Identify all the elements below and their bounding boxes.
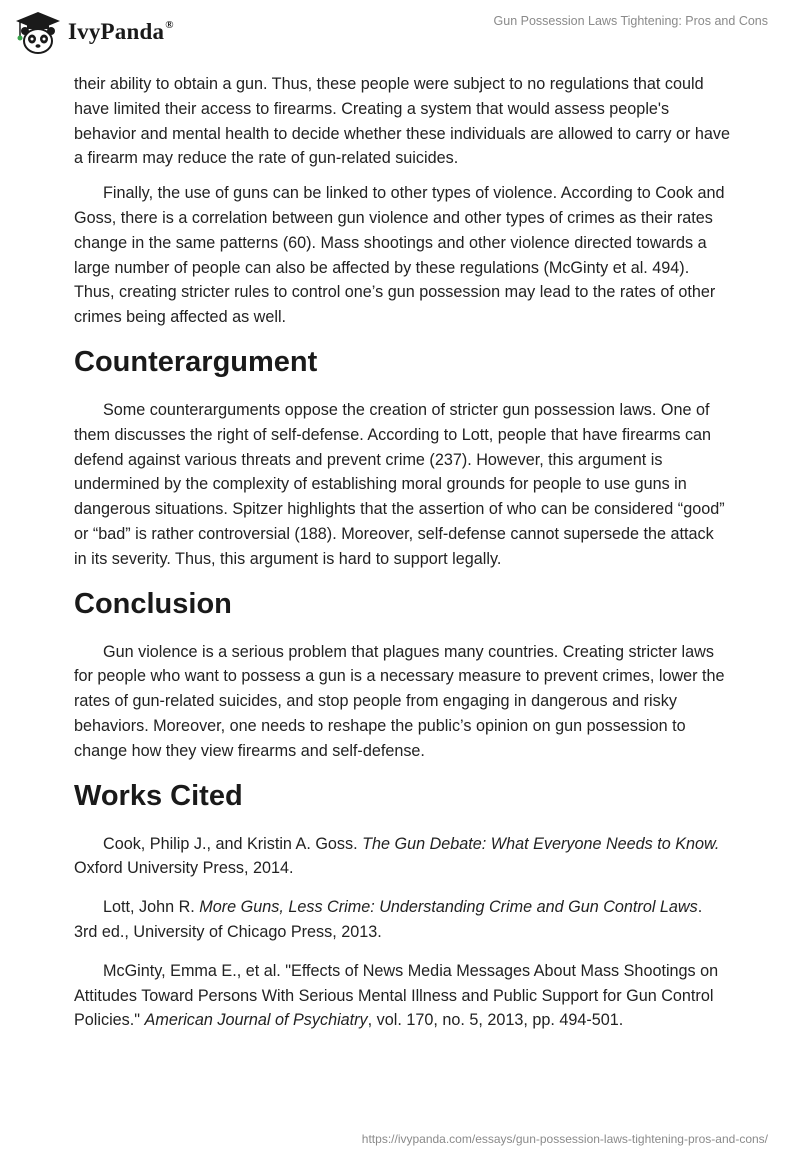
citation-title: The Gun Debate: What Everyone Needs to Know. — [362, 834, 720, 853]
citation-title: More Guns, Less Crime: Understanding Crime and Gun Control Laws — [199, 898, 698, 917]
brand-name — [68, 19, 174, 45]
conclusion-heading: Conclusion — [74, 587, 232, 620]
ivypanda-logo[interactable] — [14, 8, 174, 56]
citation-title: American Journal of Psychiatry — [144, 1011, 368, 1030]
counterargument-heading: Counterargument — [74, 345, 318, 378]
citation-entry — [74, 832, 730, 882]
conclusion-paragraph: Gun violence is a serious problem that plagues many countries. Creating stricter laws for people who want to possess a gun is a necessary measure to prevent crimes, lower the rates of gun-related suicides, and stop people from engaging in dangerous and risky behaviors. Moreover, one needs to reshape the public’s opinion on gun possession to change how they view firearms and self-defense. — [74, 642, 725, 760]
citation-authors: McGinty, Emma E., et al. "Effects of News Media Messages About Mass Shootings on Attitudes Toward Persons With Serious Mental Illness and Public Support for Gun Control Policies." — [74, 961, 719, 1030]
citation-publisher: Oxford University Press, 2014. — [74, 859, 294, 878]
brand-text: IvyPanda — [68, 19, 165, 44]
citation-authors: Cook, Philip J., and Kristin A. Goss. — [103, 834, 363, 853]
body-paragraph: their ability to obtain a gun. Thus, these people were subject to no regulations that could have limited their access to firearms. Creating a system that would assess people's behavior and mental health to decide whether these individuals are allowed to carry or have a firearm may reduce the rate of gun-related suicides. — [74, 75, 730, 168]
essay-content — [74, 72, 730, 1047]
works-cited-heading: Works Cited — [74, 779, 243, 812]
body-paragraph: Finally, the use of guns can be linked to other types of violence. According to Cook and Goss, there is a correlation between gun violence and other types of crimes as their rates change in the same patterns (60). Mass shootings and other violence directed towards a large number of people can also be affected by these regulations (McGinty et al. 494). Thus, creating stricter rules to control one’s gun possession may lead to the rates of other crimes being affected as well. — [74, 184, 725, 327]
document-title: Gun Possession Laws Tightening: Pros and Cons — [493, 14, 768, 28]
panda-graduate-icon — [14, 10, 62, 54]
citation-entry — [74, 895, 730, 945]
counterargument-paragraph: Some counterarguments oppose the creation of stricter gun possession laws. One of them discusses the right of self-defense. According to Lott, people that have firearms can defend against various threats and prevent crime (237). However, this argument is undermined by the complexity of establishing moral grounds for people to use guns in dangerous situations. Spitzer highlights that the assertion of who can be considered “good” or “bad” is rather controversial (188). Moreover, self-defense cannot supersede the attack in its severity. Thus, this argument is hard to support legally. — [74, 400, 725, 568]
citation-publisher: . 3rd ed., University of Chicago Press, 2013. — [74, 898, 703, 941]
citation-entry — [74, 959, 730, 1033]
registered-mark: ® — [165, 19, 174, 32]
source-url[interactable]: https://ivypanda.com/essays/gun-possession-laws-tightening-pros-and-cons/ — [361, 1132, 768, 1146]
citation-authors: Lott, John R. — [103, 898, 200, 917]
page-header — [0, 0, 800, 70]
citation-publisher: , vol. 170, no. 5, 2013, pp. 494-501. — [367, 1011, 624, 1030]
